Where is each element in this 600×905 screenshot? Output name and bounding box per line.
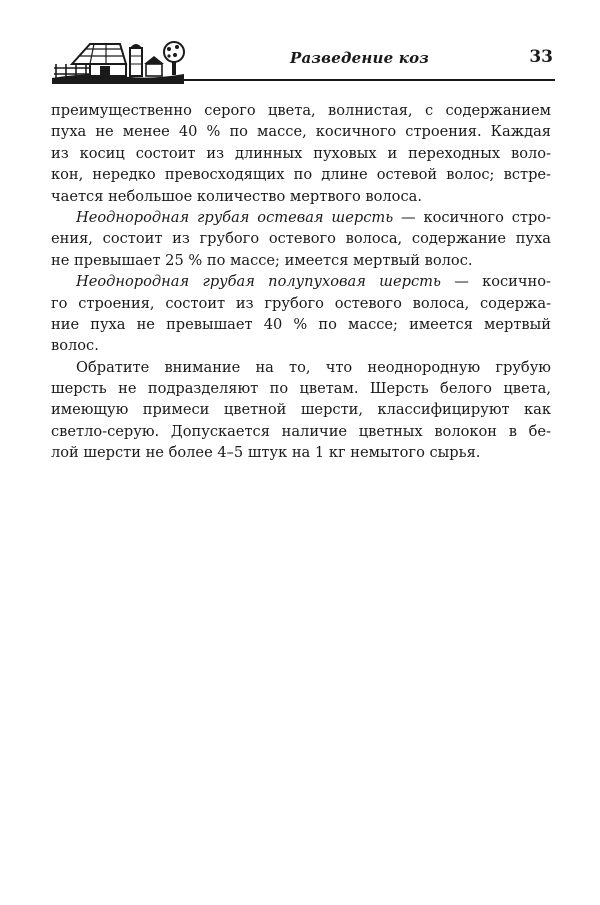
paragraph <box>51 100 551 207</box>
text-line: ения, состоит из грубого остевого волоса, содержание пуха <box>51 230 551 248</box>
text-line: из косиц состоит из длинных пуховых и переходных воло- <box>51 144 551 162</box>
text-line: светло-серую. Допускается наличие цветных волокон в бе- <box>51 422 551 440</box>
text-line: лой шерсти не более 4–5 штук на 1 кг немытого сырья. <box>51 444 481 462</box>
text-line: преимущественно серого цвета, волнистая, с содержанием <box>51 102 551 119</box>
body-text <box>51 100 551 464</box>
term-italic: Неоднородная грубая остевая шерсть <box>76 208 394 226</box>
text-line: Обратите внимание на то, что неоднородную грубую <box>76 358 551 376</box>
text-line <box>51 271 551 292</box>
text-line: имеющую примеси цветной шерсти, классифицируют как <box>51 401 551 419</box>
header-rule <box>172 79 555 81</box>
paragraph <box>51 207 551 271</box>
page-number: 33 <box>529 47 553 67</box>
term-italic: Неоднородная грубая полупуховая шерсть <box>76 273 441 291</box>
text-line: волос. <box>51 337 99 355</box>
text-line: чается небольшое количество мертвого волоса. <box>51 187 422 205</box>
running-title: Разведение коз <box>290 49 430 67</box>
text-line <box>51 207 551 228</box>
text-line: го строения, состоит из грубого остевого волоса, содержа- <box>51 294 551 312</box>
text-line: кон, нередко превосходящих по длине остевой волос; встре- <box>51 166 551 184</box>
text-line: пуха не менее 40 % по массе, косичного строения. Каждая <box>51 123 551 141</box>
paragraph <box>51 357 551 464</box>
text-line: ние пуха не превышает 40 % по массе; имеется мертвый <box>51 315 551 333</box>
farm-illustration-icon <box>50 34 185 86</box>
page-header <box>50 34 555 94</box>
text-fragment: — косичного стро- <box>393 208 552 226</box>
text-line: шерсть не подразделяют по цветам. Шерсть белого цвета, <box>51 380 551 398</box>
text-fragment: — косично- <box>440 273 551 291</box>
text-line: не превышает 25 % по массе; имеется мертвый волос. <box>51 251 473 269</box>
paragraph <box>51 271 551 357</box>
